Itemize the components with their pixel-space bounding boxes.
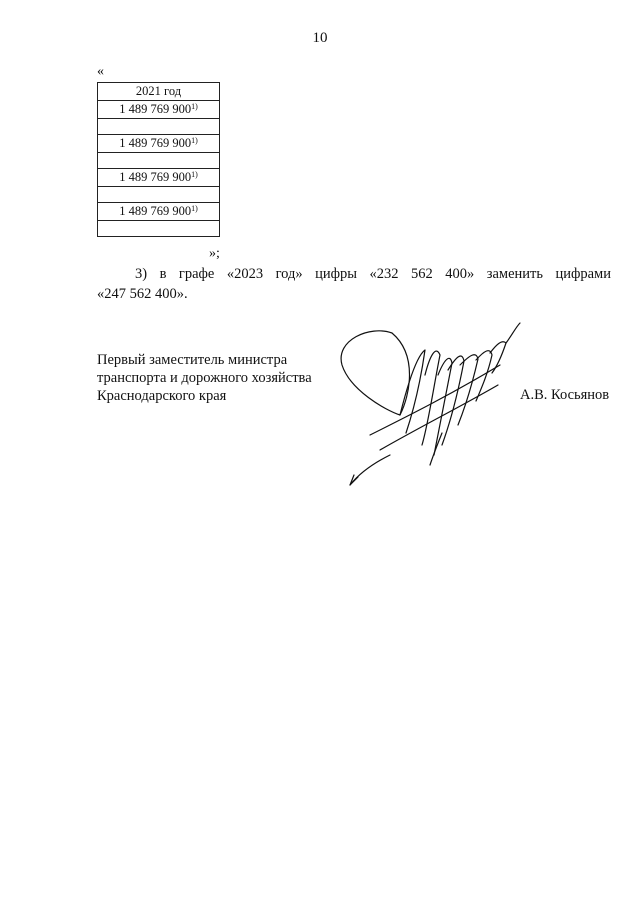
- cell-value: 1 489 769 900: [119, 136, 192, 150]
- closing-quote-mark: »;: [209, 246, 220, 261]
- opening-quote-mark: «: [97, 64, 104, 79]
- table-cell: [98, 153, 220, 169]
- item-3-continuation: «247 562 400».: [97, 286, 188, 302]
- table-cell: [98, 221, 220, 237]
- signer-title-line: Первый заместитель министра: [97, 352, 288, 368]
- cell-value: 1 489 769 900: [119, 102, 192, 116]
- table-row: [98, 119, 220, 135]
- signer-title-line: транспорта и дорожного хозяйства: [97, 370, 312, 386]
- table-cell: [98, 119, 220, 135]
- amount-table: [97, 82, 220, 237]
- footnote-mark: 1): [191, 102, 198, 111]
- table-header-cell: 2021 год: [98, 83, 220, 101]
- table-row: [98, 135, 220, 153]
- footnote-mark: 1): [191, 136, 198, 145]
- table-cell: [98, 135, 220, 153]
- cell-value: 1 489 769 900: [119, 204, 192, 218]
- table-cell: [98, 101, 220, 119]
- item-3-text: 3) в графе «2023 год» цифры «232 562 400» заменить цифрами: [135, 266, 611, 282]
- table-cell: [98, 203, 220, 221]
- table-row: [98, 153, 220, 169]
- table-row: [98, 101, 220, 119]
- table-row: [98, 187, 220, 203]
- handwritten-signature: [330, 315, 530, 495]
- table-cell: [98, 187, 220, 203]
- footnote-mark: 1): [191, 170, 198, 179]
- table-cell: [98, 169, 220, 187]
- table-row: [98, 169, 220, 187]
- signer-title: [97, 351, 312, 405]
- signer-title-line: Краснодарского края: [97, 388, 227, 404]
- cell-value: 1 489 769 900: [119, 170, 192, 184]
- footnote-mark: 1): [191, 204, 198, 213]
- table-row: [98, 203, 220, 221]
- signer-name: А.В. Косьянов: [520, 387, 610, 403]
- page-number: 10: [312, 30, 328, 46]
- table-row: [98, 221, 220, 237]
- table-header-row: [98, 83, 220, 101]
